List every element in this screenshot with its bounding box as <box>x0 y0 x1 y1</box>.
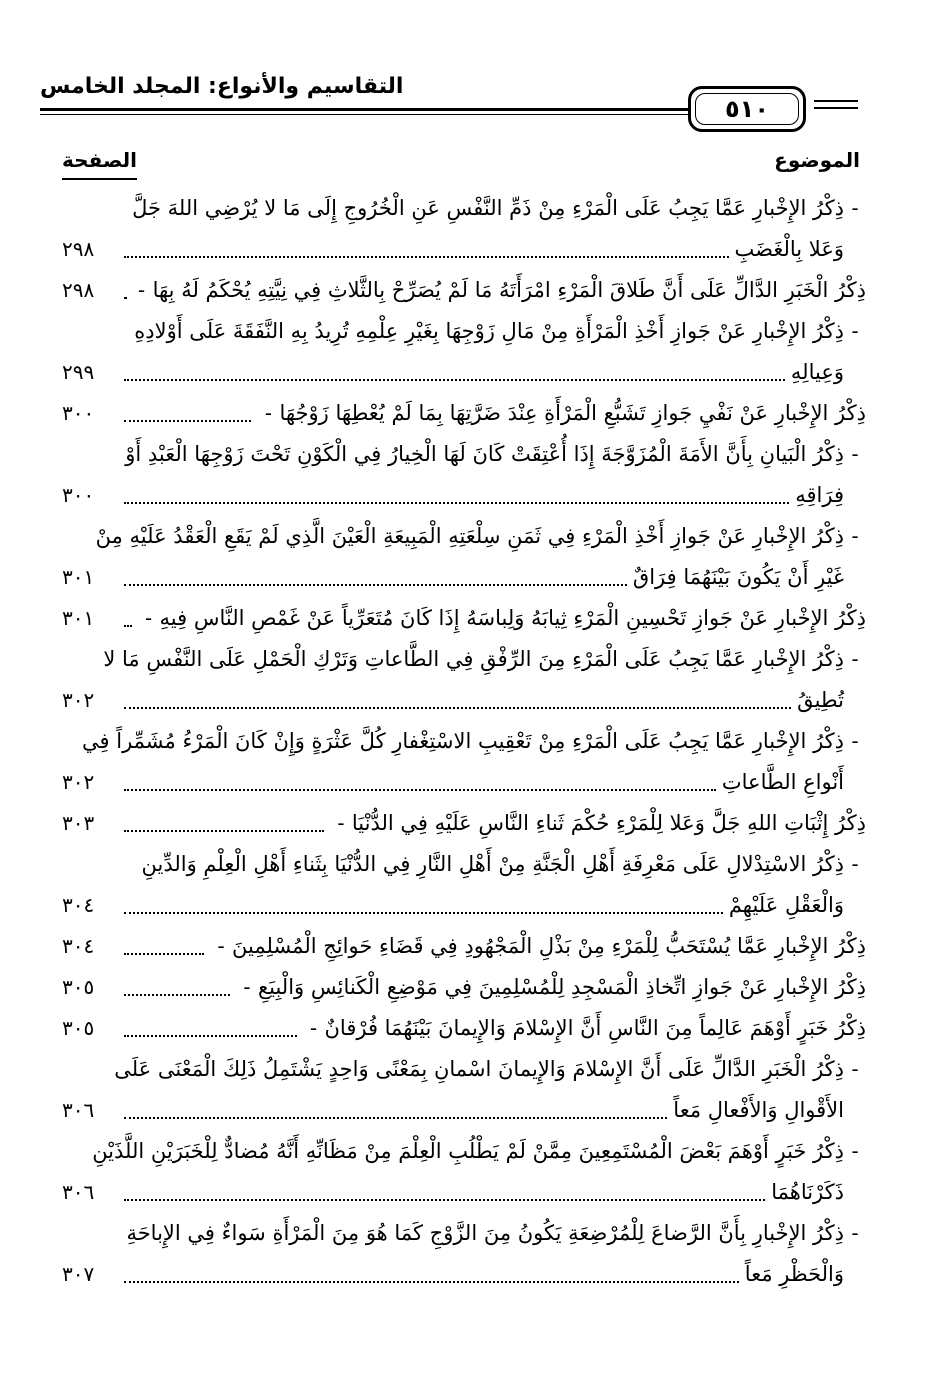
dot-leader <box>124 707 791 709</box>
entry-line-with-page <box>62 1172 866 1213</box>
dot-leader <box>124 912 723 914</box>
entry-text: غَيْرِ أَنْ يَكُونَ بَيْنَهُمَا فِرَاقٌ <box>632 565 844 589</box>
entry-page-number: ٣٠٤ <box>62 893 95 917</box>
entry-line-with-page <box>62 926 866 967</box>
index-entry <box>62 1049 866 1131</box>
entry-text-tail <box>210 926 866 967</box>
entry-text: وَالْحَظْرِ مَعاً <box>744 1262 844 1286</box>
index-entry <box>62 311 866 393</box>
entry-page-number: ٣٠٢ <box>62 770 95 794</box>
entry-text: الأَقْوالِ وَالأَفْعالِ مَعاً <box>673 1098 844 1122</box>
entry-page-number: ٣٠١ <box>62 565 95 589</box>
index-entry <box>62 926 866 967</box>
entry-text-tail <box>633 557 866 598</box>
page-number: ٥١٠ <box>695 93 799 125</box>
dash-bullet: - <box>851 1221 859 1245</box>
entry-text-tail <box>131 270 866 311</box>
dot-leader <box>124 502 789 504</box>
entry-text-tail <box>722 762 866 803</box>
entry-text-tail <box>673 1090 866 1131</box>
entry-line-with-page <box>62 803 866 844</box>
dot-leader <box>124 1281 739 1283</box>
page-header <box>40 60 858 130</box>
dash-bullet: - <box>851 729 859 753</box>
entry-page-number: ٣٠٠ <box>62 483 95 507</box>
entry-text: ذَكَرْنَاهُمَا <box>771 1180 844 1204</box>
entry-page-number: ٣٠٥ <box>62 1016 95 1040</box>
entry-text-tail <box>795 475 866 516</box>
index-entry <box>62 803 866 844</box>
dash-bullet: - <box>243 975 251 999</box>
entry-line <box>62 721 866 762</box>
entry-text: ذِكْرُ الْخَبَرِ الدَّالِّ عَلَى أَنَّ الإِسْلامَ وَالإِيمانَ اسْمانِ بِمَعْنًى وَاحِدٍ يَشْتَمِلُ ذَلِكَ الْمَعْنَى عَلَى <box>114 1057 844 1081</box>
index-entry <box>62 270 866 311</box>
entry-text: ذِكْرُ إِثْبَاتِ اللهِ جَلَّ وَعَلا لِلْمَرْءِ حُكْمَ ثَناءِ النَّاسِ عَلَيْهِ فِي الدُّنْيَا <box>351 811 866 835</box>
entry-text: وَعَلا بِالْغَضَبِ <box>734 237 844 261</box>
entry-line-with-page <box>62 885 866 926</box>
entry-line-with-page <box>62 762 866 803</box>
dot-leader <box>124 256 729 258</box>
column-head-topic: الموضوع <box>774 148 860 172</box>
entry-line-with-page <box>62 352 866 393</box>
entry-text: ذِكْرُ الإِخْبارِ عَمَّا يَجِبُ عَلَى الْمَرْءِ مِنْ تَعْقِيبِ الاسْتِغْفارِ كُلَّ عَثْرَةٍ وَإِنْ كَانَ الْمَرْءُ مُشَمِّراً فِي <box>82 729 844 753</box>
dash-bullet: - <box>217 934 225 958</box>
entry-page-number: ٣٠٧ <box>62 1262 95 1286</box>
dash-bullet: - <box>144 606 153 630</box>
entry-line-with-page <box>62 270 866 311</box>
entry-text: ذِكْرُ الإِخْبارِ بِأَنَّ الرَّضاعَ لِلْمُرْضِعَةِ يَكُونُ مِنَ الزَّوْجِ كَمَا هُوَ مِنَ الْمَرْأَةِ سَواءٌ فِي الإِباحَةِ <box>126 1221 844 1245</box>
entry-text: ذِكْرُ الإِخْبارِ عَنْ جَوازِ تَحْسِينِ الْمَرْءِ ثِيابَهُ وَلِباسَهُ إِذَا كَانَ مُتَعَرِّياً عَنْ غَمْصِ النَّاسِ فِيهِ <box>159 606 866 630</box>
entry-text: ذِكْرُ الإِخْبارِ عَنْ جَوازِ أَخْذِ الْمَرْءِ فِي ثَمَنِ سِلْعَتِهِ الْمَبِيعَةِ الْعَيْنَ الَّذِي لَمْ يَقَعِ الْعَقْدُ عَلَيْهِ مِنْ <box>95 524 844 548</box>
entry-text: ذِكْرُ الإِخْبارِ عَمَّا يَجِبُ عَلَى الْمَرْءِ مِنْ ذَمِّ النَّفْسِ عَنِ الْخُرُوجِ إِلَى مَا لا يُرْضِي اللهَ جَلَّ <box>132 196 844 220</box>
entry-text: ذِكْرُ الإِخْبارِ عَنْ جَوازِ أَخْذِ الْمَرْأَةِ مِنْ مَالِ زَوْجِهَا بِغَيْرِ عِلْمِهِ تُرِيدُ بِهِ النَّفَقَةَ عَلَى أَوْلادِهِ <box>134 319 844 343</box>
entry-text-tail <box>735 229 866 270</box>
dash-bullet: - <box>138 278 146 302</box>
entry-text: وَعِيالِهِ <box>790 360 844 384</box>
entry-line <box>62 516 866 557</box>
entry-line <box>62 1049 866 1090</box>
entry-line-with-page <box>62 967 866 1008</box>
entry-text-tail <box>745 1254 866 1295</box>
index-entry <box>62 844 866 926</box>
column-head-page: الصفحة <box>62 148 138 172</box>
header-rule-short <box>814 100 858 109</box>
entry-text: ذِكْرُ خَبَرٍ أَوْهَمَ بَعْضَ الْمُسْتَمِعِينَ مِمَّنْ لَمْ يَطْلُبِ الْعِلْمَ مِنْ مَظَانِّهِ أَنَّهُ مُضادٌّ لِلْخَبَرَيْنِ اللَّذَيْنِ <box>92 1139 844 1163</box>
entry-page-number: ٣٠٠ <box>62 401 95 425</box>
entry-text: ذِكْرُ الإِخْبارِ عَنْ نَفْيِ جَوازِ تَشَبُّعِ الْمَرْأَةِ عِنْدَ ضَرَّتِهَا بِمَا لَمْ يُعْطِهَا زَوْجُهَا <box>279 401 866 425</box>
dot-leader <box>124 1035 297 1037</box>
index-entry <box>62 1008 866 1049</box>
dash-bullet: - <box>264 401 273 425</box>
entry-line <box>62 311 866 352</box>
entry-text: ذِكْرُ الإِخْبارِ عَمَّا يَجِبُ عَلَى الْمَرْءِ مِنَ الرِّفْقِ فِي الطَّاعاتِ وَتَرْكِ الْحَمْلِ عَلَى النَّفْسِ مَا لا <box>103 647 844 671</box>
entry-text-tail <box>330 803 866 844</box>
entry-text-tail <box>791 352 866 393</box>
entry-line-with-page <box>62 393 866 434</box>
entry-line-with-page <box>62 475 866 516</box>
index-entry <box>62 1213 866 1295</box>
entry-page-number: ٢٩٨ <box>62 237 95 261</box>
entry-text: ذِكْرُ الْخَبَرِ الدَّالِّ عَلَى أَنَّ طَلاقَ الْمَرْءِ امْرَأَتَهُ مَا لَمْ يُصَرِّحْ بِالثَّلاثِ فِي نِيَّتِهِ يُحْكَمُ لَهُ بِهَا <box>152 278 866 302</box>
entry-text: ذِكْرُ الاسْتِدْلالِ عَلَى مَعْرِفَةِ أَهْلِ الْجَنَّةِ مِنْ أَهْلِ النَّارِ فِي الدُّنْيَا بِثَناءِ أَهْلِ الْعِلْمِ وَالدِّينِ <box>141 852 844 876</box>
index-entry <box>62 393 866 434</box>
index-entry <box>62 516 866 598</box>
entry-line-with-page <box>62 1254 866 1295</box>
entry-line-with-page <box>62 680 866 721</box>
index-entry <box>62 188 866 270</box>
index-entry <box>62 1131 866 1213</box>
entry-page-number: ٣٠٦ <box>62 1180 95 1204</box>
index-entry <box>62 639 866 721</box>
dash-bullet: - <box>337 811 345 835</box>
dash-bullet: - <box>309 1016 318 1040</box>
entry-text-tail <box>729 885 866 926</box>
index-entry <box>62 721 866 803</box>
entry-line <box>62 639 866 680</box>
entry-page-number: ٣٠٦ <box>62 1098 95 1122</box>
entry-page-number: ٣٠١ <box>62 606 95 630</box>
dot-leader <box>124 297 125 299</box>
dash-bullet: - <box>851 647 859 671</box>
dash-bullet: - <box>851 524 859 548</box>
entry-page-number: ٣٠٥ <box>62 975 95 999</box>
entry-text: ذِكْرُ الإِخْبارِ عَمَّا يُسْتَحَبُّ لِلْمَرْءِ مِنْ بَذْلِ الْمَجْهُودِ فِي قَضَاءِ حَوائِجِ الْمُسْلِمِينَ <box>232 934 866 958</box>
dash-bullet: - <box>851 1057 859 1081</box>
entry-text-tail <box>303 1008 867 1049</box>
book-title: التقاسيم والأنواع: المجلد الخامس <box>40 74 404 99</box>
entry-line-with-page <box>62 229 866 270</box>
dot-leader <box>124 1199 765 1201</box>
entry-text: وَالْعَقْلِ عَلَيْهِمْ <box>728 893 844 917</box>
index-entries <box>62 188 866 1295</box>
entry-text: ذِكْرُ خَبَرٍ أَوْهَمَ عَالِماً مِنَ النَّاسِ أَنَّ الإِسْلامَ وَالإِيمانَ بَيْنَهُمَا فُرْقانٌ <box>324 1016 866 1040</box>
dot-leader <box>124 789 716 791</box>
entry-line <box>62 188 866 229</box>
entry-line-with-page <box>62 557 866 598</box>
dot-leader <box>124 1117 667 1119</box>
entry-line <box>62 844 866 885</box>
entry-text-tail <box>257 393 866 434</box>
dot-leader <box>124 994 230 996</box>
entry-page-number: ٣٠٣ <box>62 811 95 835</box>
entry-text-tail <box>236 967 866 1008</box>
entry-text: ذِكْرُ الْبَيانِ بِأَنَّ الأَمَةَ الْمُزَوَّجَةَ إِذَا أُعْتِقَتْ كَانَ لَهَا الْخِيارُ فِي الْكَوْنِ تَحْتَ زَوْجِهَا الْعَبْدِ أَوْ <box>125 442 844 466</box>
header-rule <box>40 108 688 115</box>
dash-bullet: - <box>851 196 859 220</box>
index-entry <box>62 598 866 639</box>
dot-leader <box>124 420 251 422</box>
dash-bullet: - <box>851 852 859 876</box>
entry-text-tail <box>138 598 866 639</box>
entry-page-number: ٢٩٨ <box>62 278 95 302</box>
dot-leader <box>124 953 204 955</box>
index-entry <box>62 434 866 516</box>
entry-text: أَنْواعِ الطَّاعاتِ <box>721 770 844 794</box>
entry-text: فِرَاقِهِ <box>795 483 844 507</box>
entry-text-tail <box>797 680 866 721</box>
entry-text: ذِكْرُ الإِخْبارِ عَنْ جَوازِ اتِّخاذِ الْمَسْجِدِ لِلْمُسْلِمِينَ فِي مَوْضِعِ الْكَنائِسِ وَالْبِيَعِ <box>257 975 866 999</box>
dot-leader <box>124 584 627 586</box>
dash-bullet: - <box>851 1139 859 1163</box>
page-number-frame <box>688 86 806 132</box>
index-entry <box>62 967 866 1008</box>
entry-line-with-page <box>62 598 866 639</box>
entry-page-number: ٢٩٩ <box>62 360 95 384</box>
dot-leader <box>124 625 132 627</box>
dot-leader <box>124 379 785 381</box>
entry-line <box>62 1213 866 1254</box>
entry-line-with-page <box>62 1008 866 1049</box>
entry-line-with-page <box>62 1090 866 1131</box>
entry-text-tail <box>771 1172 866 1213</box>
dash-bullet: - <box>851 442 859 466</box>
entry-page-number: ٣٠٢ <box>62 688 95 712</box>
entry-page-number: ٣٠٤ <box>62 934 95 958</box>
dash-bullet: - <box>851 319 859 343</box>
entry-line <box>62 434 866 475</box>
entry-line <box>62 1131 866 1172</box>
dot-leader <box>124 830 324 832</box>
entry-text: تُطِيقُ <box>797 688 844 712</box>
